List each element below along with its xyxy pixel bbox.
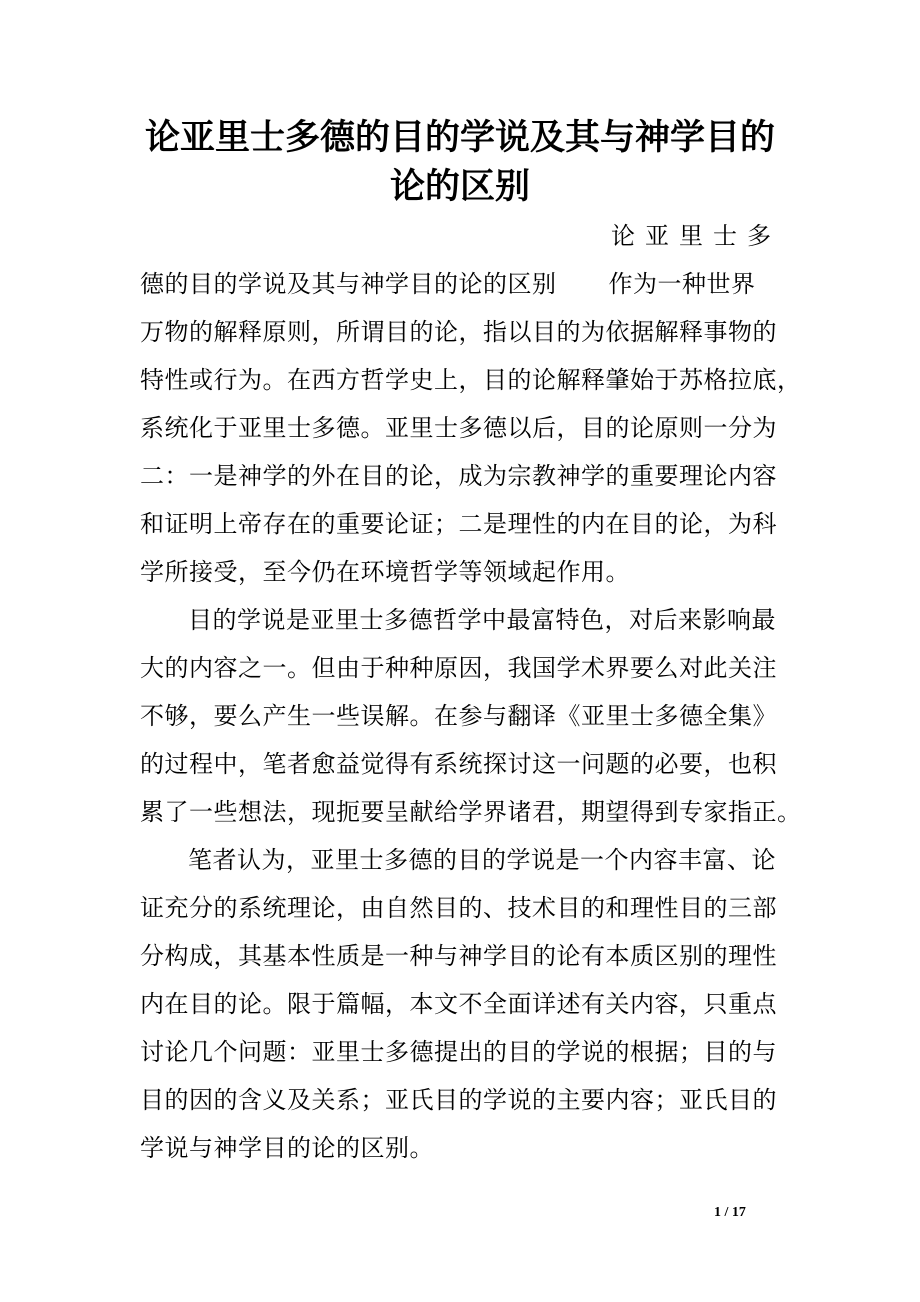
page-number: 1 / 17 <box>714 1205 746 1220</box>
body-line: 系统化于亚里士多德。亚里士多德以后，目的论原则一分为 <box>140 414 777 442</box>
repeated-title-text: 德的目的学说及其与神学目的论的区别 <box>140 270 557 298</box>
body-line: 和证明上帝存在的重要论证；二是理性的内在目的论，为科 <box>140 510 777 538</box>
body-line: 学说与神学目的论的区别。 <box>140 1134 434 1162</box>
body-line: 证充分的系统理论，由自然目的、技术目的和理性目的三部 <box>140 894 777 922</box>
body-line: 内在目的论。限于篇幅，本文不全面详述有关内容，只重点 <box>140 990 777 1018</box>
body-line: 学所接受，至今仍在环境哲学等领域起作用。 <box>140 558 630 586</box>
body-line <box>140 260 785 308</box>
document-title-line-1: 论亚里士多德的目的学说及其与神学目的 <box>144 118 775 158</box>
body-line: 不够，要么产生一些误解。在参与翻译《亚里士多德全集》 <box>140 702 777 730</box>
body-line: 特性或行为。在西方哲学史上，目的论解释肇始于苏格拉底， <box>140 366 802 394</box>
paragraph-start-line: 目的学说是亚里士多德哲学中最富特色，对后来影响最 <box>188 606 776 634</box>
paragraph-start-line: 笔者认为，亚里士多德的目的学说是一个内容丰富、论 <box>188 846 776 874</box>
body-line-text: 作为一种世界 <box>608 270 756 298</box>
body-line: 目的因的含义及关系；亚氏目的学说的主要内容；亚氏目的 <box>140 1086 777 1114</box>
document-body <box>140 212 802 1172</box>
body-line: 万物的解释原则，所谓目的论，指以目的为依据解释事物的 <box>140 318 777 346</box>
body-line: 累了一些想法，现扼要呈献给学界诸君，期望得到专家指正。 <box>140 798 802 826</box>
body-line: 二：一是神学的外在目的论，成为宗教神学的重要理论内容 <box>140 462 777 490</box>
body-line: 大的内容之一。但由于种种原因，我国学术界要么对此关注 <box>140 654 777 682</box>
body-line: 论亚里士多 <box>611 222 781 250</box>
body-line: 分构成，其基本性质是一种与神学目的论有本质区别的理性 <box>140 942 777 970</box>
body-line: 讨论几个问题：亚里士多德提出的目的学说的根据；目的与 <box>140 1038 777 1066</box>
body-line: 的过程中，笔者愈益觉得有系统探讨这一问题的必要，也积 <box>140 750 777 778</box>
document-title-line-2: 论的区别 <box>389 167 530 207</box>
